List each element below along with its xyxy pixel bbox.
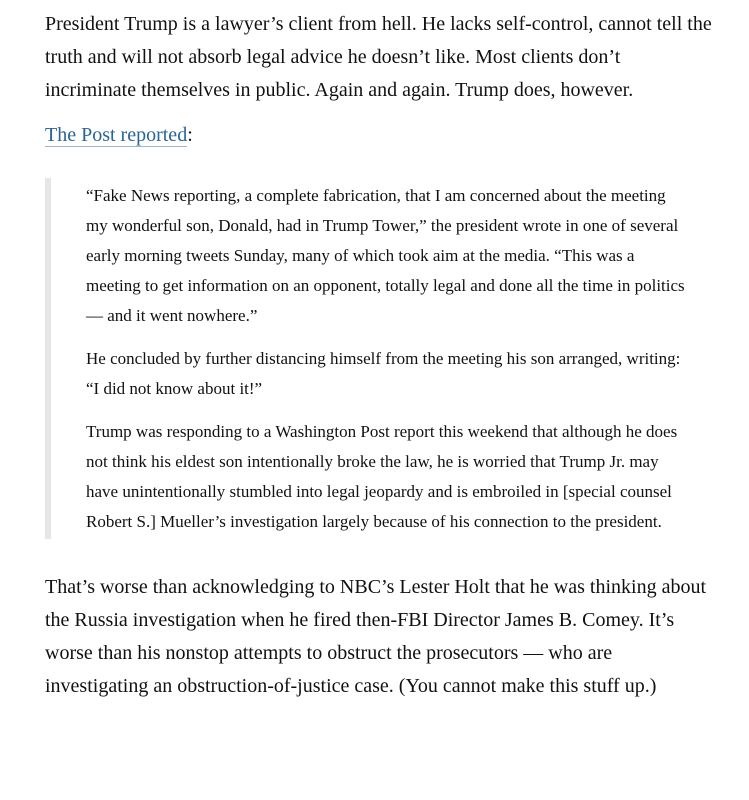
blockquote-paragraph-2: He concluded by further distancing himself from the meeting his son arranged, writing: “I did not know about it!” <box>86 349 681 398</box>
blockquote-paragraph-1: “Fake News reporting, a complete fabrication, that I am concerned about the meeting my wonderful son, Donald, had in Trump Tower,” the president wrote in one of several early morning tweets Sunday, many of which took aim at the media. “This was a meeting to get information on an opponent, totally legal and done all the time in politics — and it went nowhere.” <box>86 186 685 325</box>
intro-paragraph: President Trump is a lawyer’s client from hell. He lacks self-control, cannot tell the truth and will not absorb legal advice he doesn’t like. Most clients don’t incriminate themselves in public. Again and again. Trump does, however. <box>45 13 712 101</box>
blockquote <box>45 178 715 539</box>
quote-lead-line <box>45 119 715 152</box>
article-body <box>45 8 715 703</box>
post-reported-link[interactable]: The Post reported <box>45 124 188 146</box>
lead-colon: : <box>187 124 193 146</box>
closing-paragraph: That’s worse than acknowledging to NBC’s Lester Holt that he was thinking about the Russia investigation when he fired then-FBI Director James B. Comey. It’s worse than his nonstop attempts to obstruct the prosecutors — who are investigating an obstruction-of-justice case. (You cannot make this stuff up.) <box>45 576 706 697</box>
blockquote-paragraph-3: Trump was responding to a Washington Post report this weekend that although he does not think his eldest son intentionally broke the law, he is worried that Trump Jr. may have unintentionally stumbled into legal jeopardy and is embroiled in [special counsel Robert S.] Mueller’s investigation largely because of his connection to the president. <box>86 422 678 531</box>
